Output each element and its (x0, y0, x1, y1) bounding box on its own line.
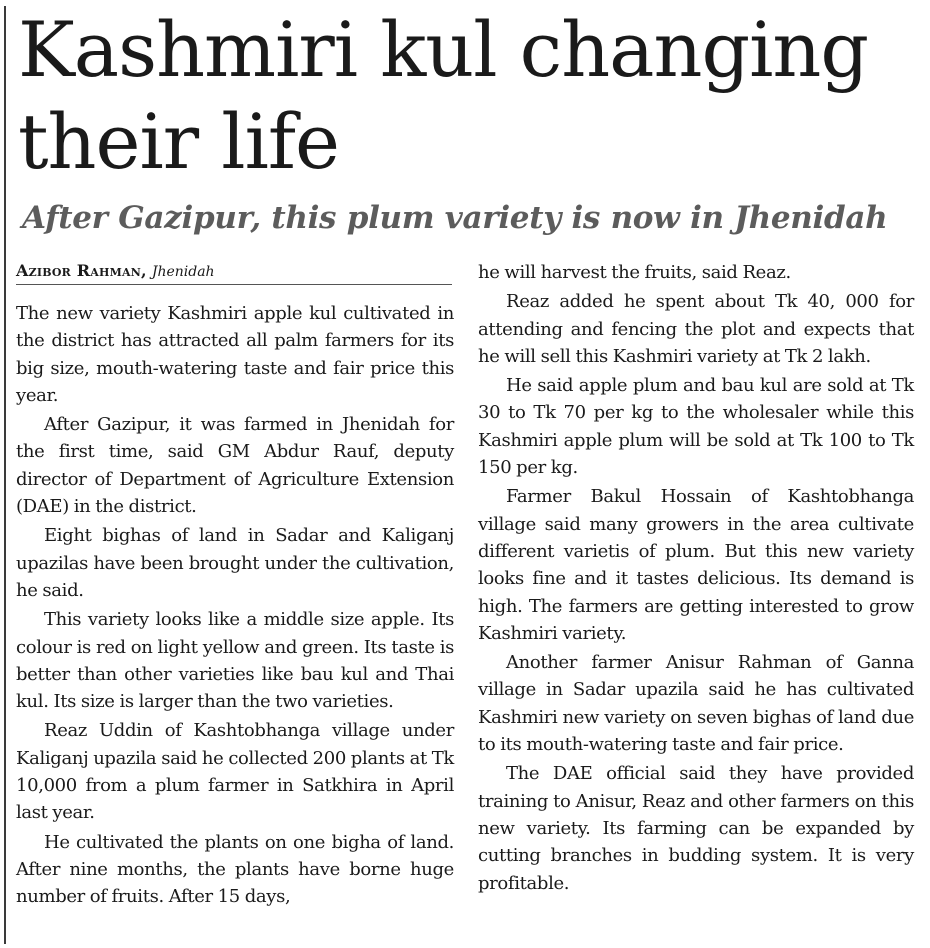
byline-location: Jhenidah (151, 264, 215, 280)
paragraph: He said apple plum and bau kul are sold at Tk 30 to Tk 70 per kg to the wholesaler while this Kashmiri apple plum will be sold at Tk 100 to Tk 150 per kg. (478, 375, 914, 479)
paragraph: Farmer Bakul Hossain of Kashtobhanga village said many growers in the area cultivate different varietis of plum. But this new variety looks fine and it tastes delicious. Its demand is high. The farmers are getting interested to grow Kashmiri variety. (478, 486, 914, 644)
subheadline: After Gazipur, this plum variety is now in Jhenidah (22, 200, 888, 236)
paragraph: Eight bighas of land in Sadar and Kaliganj upazilas have been brought under the cultivation, he said. (16, 525, 454, 601)
paragraph: After Gazipur, it was farmed in Jhenidah for the first time, said GM Abdur Rauf, deputy director of Department of Agriculture Extension (DAE) in the district. (16, 414, 454, 518)
paragraph: Reaz added he spent about Tk 40, 000 for attending and fencing the plot and expects that he will sell this Kashmiri variety at Tk 2 lakh. (478, 291, 914, 367)
paragraph: The DAE official said they have provided training to Anisur, Reaz and other farmers on this new variety. Its farming can be expanded by cutting branches in budding system. It is very profitable. (478, 763, 914, 894)
byline-author: Azibor Rahman, (16, 261, 147, 280)
paragraph: Reaz Uddin of Kashtobhanga village under Kaliganj upazila said he collected 200 plants at Tk 10,000 from a plum farmer in Satkhira in April last year. (16, 720, 454, 824)
paragraph: This variety looks like a middle size apple. Its colour is red on light yellow and green. Its taste is better than other varieties like bau kul and Thai kul. Its size is larger than the two varieties. (16, 609, 454, 713)
paragraph: he will harvest the fruits, said Reaz. (478, 262, 791, 283)
article-column-1 (16, 300, 454, 913)
paragraph: He cultivated the plants on one bigha of land. After nine months, the plants have borne huge number of fruits. After 15 days, (16, 831, 454, 908)
paragraph: Another farmer Anisur Rahman of Ganna village in Sadar upazila said he has cultivated Kashmiri new variety on seven bighas of land due to its mouth-watering taste and fair price. (478, 652, 914, 756)
byline (16, 260, 452, 285)
column-rule (4, 6, 6, 944)
article-column-2 (478, 259, 914, 899)
paragraph: The new variety Kashmiri apple kul cultivated in the district has attracted all palm farmers for its big size, mouth-watering taste and fair price this year. (16, 303, 454, 406)
headline: Kashmiri kul changing their life (18, 5, 868, 186)
